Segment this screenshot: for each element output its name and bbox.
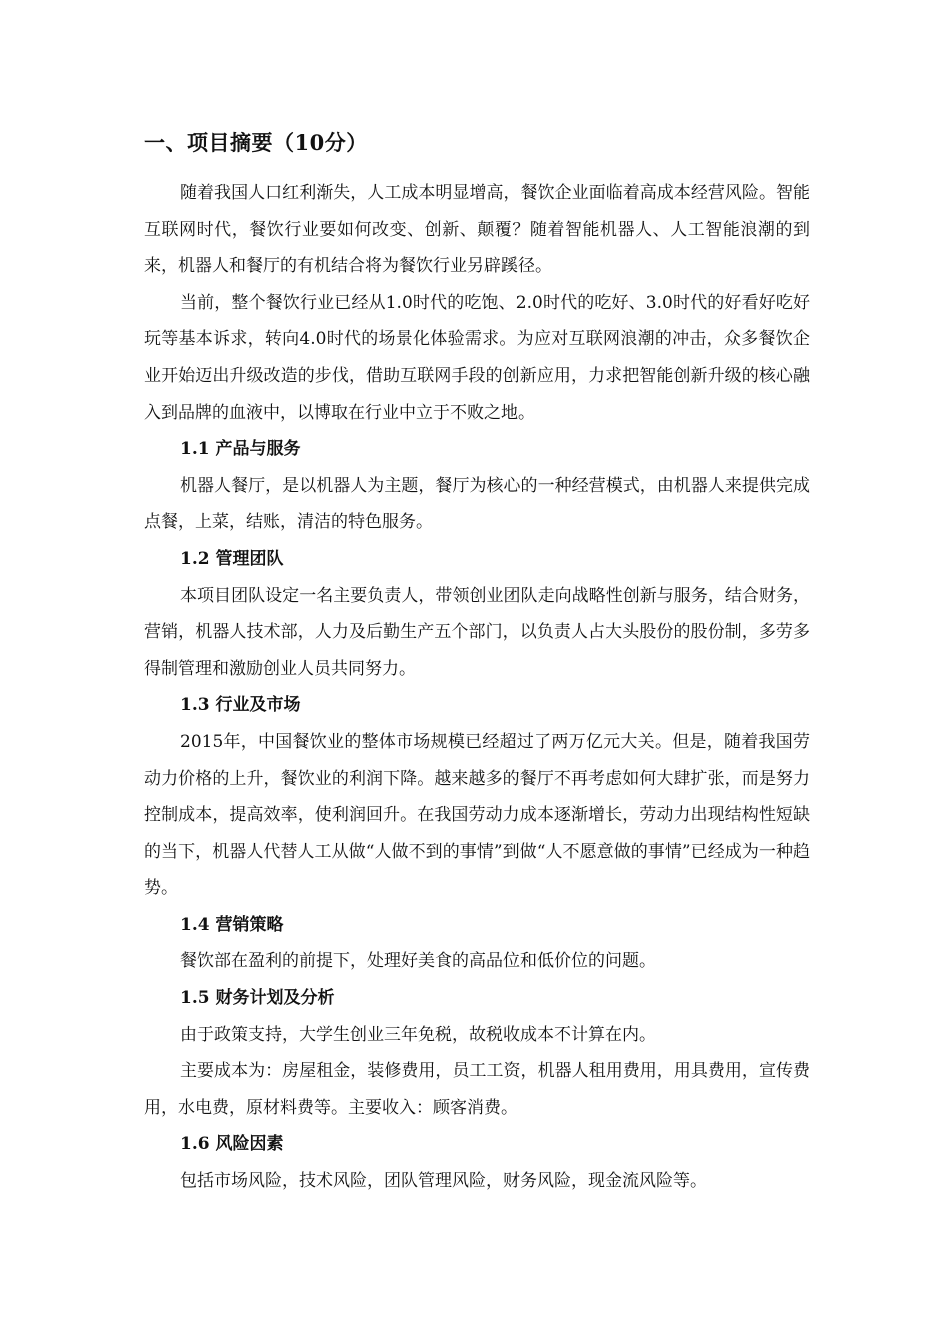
section-paragraph: 由于政策支持，大学生创业三年免税，故税收成本不计算在内。: [180, 1024, 656, 1045]
section-heading-industry-market: 1.3 行业及市场: [180, 695, 301, 716]
section-heading-management-team: 1.2 管理团队: [180, 548, 284, 569]
section-heading-financial-plan: 1.5 财务计划及分析: [180, 988, 335, 1009]
section-heading-product-service: 1.1 产品与服务: [180, 439, 301, 460]
section-heading-marketing-strategy: 1.4 营销策略: [180, 914, 284, 935]
section-heading-risk-factors: 1.6 风险因素: [180, 1134, 284, 1155]
intro-paragraph: 当前，整个餐饮行业已经从1.0时代的吃饱、2.0时代的吃好、3.0时代的好看好吃好玩等基本诉求，转向4.0时代的场景化体验需求。为应对互联网浪潮的冲击，众多餐饮企业开始迈出升级改造的步伐，借助互联网手段的创新应用，力求把智能创新升级的核心融入到品牌的血液中，以博取在行业中立于不败之地。: [144, 292, 810, 423]
document-content: [144, 125, 810, 1200]
section-paragraph: 2015年，中国餐饮业的整体市场规模已经超过了两万亿元大关。但是，随着我国劳动力价格的上升，餐饮业的利润下降。越来越多的餐厅不再考虑如何大肆扩张，而是努力控制成本，提高效率，使利润回升。在我国劳动力成本逐渐增长，劳动力出现结构性短缺的当下，机器人代替人工从做“人做不到的事情”到做“人不愿意做的事情”已经成为一种趋势。: [144, 731, 810, 899]
section-paragraph: 主要成本为：房屋租金，装修费用，员工工资，机器人租用费用，用具费用，宣传费用，水电费，原材料费等。主要收入：顾客消费。: [144, 1061, 810, 1118]
section-paragraph: 包括市场风险，技术风险，团队管理风险，财务风险，现金流风险等。: [180, 1171, 707, 1192]
section-paragraph: 本项目团队设定一名主要负责人，带领创业团队走向战略性创新与服务，结合财务，营销，机器人技术部，人力及后勤生产五个部门，以负责人占大头股份的股份制，多劳多得制管理和激励创业人员共同努力。: [144, 585, 810, 679]
document-title: 一、项目摘要（10分）: [144, 130, 368, 155]
section-paragraph: 餐饮部在盈利的前提下，处理好美食的高品位和低价位的问题。: [180, 951, 656, 972]
section-paragraph: 机器人餐厅，是以机器人为主题，餐厅为核心的一种经营模式，由机器人来提供完成点餐，上菜，结账，清洁的特色服务。: [144, 475, 810, 533]
intro-paragraph: 随着我国人口红利渐失，人工成本明显增高，餐饮企业面临着高成本经营风险。智能互联网时代，餐饮行业要如何改变、创新、颠覆？随着智能机器人、人工智能浪潮的到来，机器人和餐厅的有机结合将为餐饮行业另辟蹊径。: [144, 183, 810, 277]
